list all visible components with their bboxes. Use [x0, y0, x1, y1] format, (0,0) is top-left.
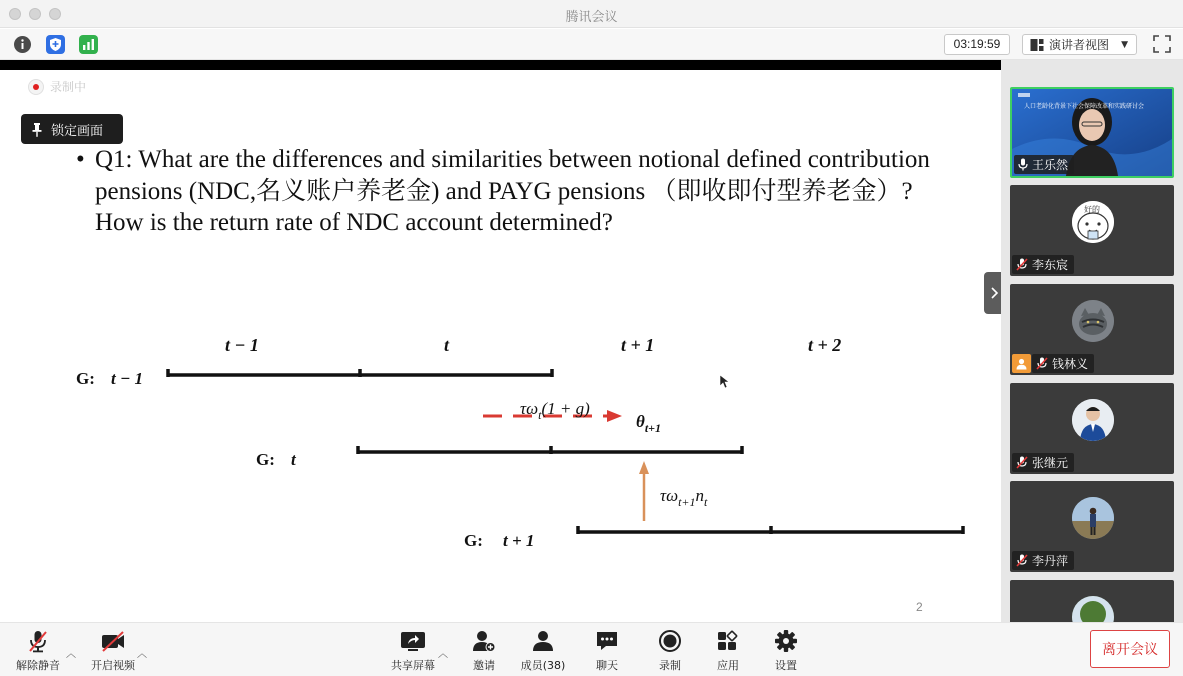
- gen-label-g1: G:: [76, 369, 95, 388]
- gen-label-g1-value: t − 1: [111, 369, 144, 388]
- mic-muted-icon: [1016, 456, 1028, 469]
- timeline-g-t-plus-1: [578, 526, 963, 534]
- participant-name-tag: [1014, 155, 1074, 174]
- participant-name-tag: [1012, 453, 1074, 472]
- period-label-t-minus-1: t − 1: [225, 335, 259, 355]
- view-mode-dropdown[interactable]: [1022, 34, 1137, 55]
- participant-name: 李东宸: [1032, 258, 1069, 272]
- participant-tile[interactable]: [1010, 580, 1174, 622]
- participant-name-tag: [1012, 255, 1074, 274]
- chevron-up-icon[interactable]: ︿: [137, 649, 147, 660]
- participant-tile[interactable]: [1010, 383, 1174, 474]
- arrow-label-red: $\tau\omega_t(1 + g)$: [520, 399, 590, 422]
- start-video-button[interactable]: [81, 629, 145, 673]
- participant-tile[interactable]: [1010, 481, 1174, 572]
- mic-muted-icon: [1016, 258, 1028, 271]
- gen-label-g2-value: t: [291, 450, 296, 469]
- settings-button[interactable]: [754, 629, 818, 673]
- members-button[interactable]: [511, 629, 575, 673]
- apps-icon: [715, 629, 741, 653]
- start-video-label: 开启视频: [91, 659, 135, 672]
- chevron-right-icon: [989, 286, 999, 300]
- info-icon: [13, 35, 32, 54]
- timeline-g-t: [358, 446, 742, 454]
- chat-button[interactable]: [575, 629, 639, 673]
- question-text: Q1: What are the differences and similarities between notional defined contribution pensions (NDC,名义账户养老金) and PAYG pensions （即收即付型养老金）? How is the return rate of NDC account determined?: [95, 146, 930, 236]
- title-bar: [0, 0, 1183, 28]
- participant-name-tag: [1012, 551, 1074, 570]
- participant-name-tag: [1032, 354, 1094, 373]
- mouse-cursor: [720, 375, 729, 388]
- avatar: [1072, 497, 1114, 539]
- lock-view-label: 锁定画面: [51, 123, 104, 139]
- top-toolbar: [0, 29, 1183, 60]
- unmute-label: 解除静音: [16, 659, 60, 672]
- window-title: 腾讯会议: [565, 10, 618, 25]
- layout-icon: [1030, 38, 1044, 52]
- orange-up-arrow: [639, 461, 649, 521]
- record-label: 录制: [659, 659, 681, 672]
- gen-label-g3: G:: [464, 531, 483, 550]
- avatar: [1072, 399, 1114, 441]
- period-label-t-plus-2: t + 2: [808, 335, 842, 355]
- record-button[interactable]: [638, 629, 702, 673]
- chat-icon: [594, 629, 620, 653]
- participants-panel: [1001, 60, 1183, 622]
- share-screen-label: 共享屏幕: [391, 659, 435, 672]
- recording-label: 录制中: [50, 80, 87, 94]
- avatar: [1072, 596, 1114, 622]
- mic-muted-icon: [1016, 554, 1028, 567]
- chevron-up-icon[interactable]: ︿: [438, 649, 448, 660]
- info-button[interactable]: [13, 35, 32, 54]
- host-badge-icon: [1012, 354, 1031, 373]
- bullet-mark: •: [76, 146, 85, 173]
- mic-muted-icon: [26, 629, 50, 653]
- members-label: 成员(38): [520, 659, 566, 672]
- view-mode-label: 演讲者视图: [1049, 38, 1110, 52]
- add-person-icon: [471, 629, 497, 653]
- invite-button[interactable]: [452, 629, 516, 673]
- gen-label-g2: G:: [256, 450, 275, 469]
- camera-off-icon: [100, 629, 126, 653]
- participant-name: 钱林义: [1052, 357, 1089, 371]
- participant-tile[interactable]: [1010, 284, 1174, 375]
- network-status-button[interactable]: [79, 35, 98, 54]
- leave-meeting-button[interactable]: 离开会议: [1090, 630, 1170, 668]
- participant-name: 王乐然: [1032, 158, 1069, 172]
- chevron-up-icon[interactable]: ︿: [66, 649, 76, 660]
- record-icon: [657, 629, 683, 653]
- security-button[interactable]: [46, 35, 65, 54]
- signal-bars-icon: [79, 35, 98, 54]
- chevron-down-icon: ▼: [1121, 39, 1128, 50]
- person-photo-avatar-icon: [1072, 399, 1114, 441]
- shared-screen: [0, 60, 1001, 622]
- chat-label: 聊天: [596, 659, 618, 672]
- settings-label: 设置: [775, 659, 797, 672]
- meeting-controls: [0, 622, 1183, 676]
- generations-diagram: [0, 60, 1001, 622]
- apps-label: 应用: [717, 659, 739, 672]
- avatar: [1072, 201, 1114, 243]
- arrow-label-orange: $\tau\omega_{t+1}n_t$: [660, 486, 708, 509]
- slide-page-number: 2: [916, 600, 923, 614]
- landscape-photo-avatar-icon: [1072, 497, 1114, 539]
- cat-photo-avatar-icon: [1072, 300, 1114, 342]
- share-screen-icon: [400, 629, 426, 653]
- mic-muted-icon: [1036, 357, 1048, 370]
- cartoon-avatar-icon: [1072, 201, 1114, 243]
- mic-on-icon: [1018, 158, 1028, 171]
- apps-button[interactable]: [696, 629, 760, 673]
- participant-tile[interactable]: [1010, 87, 1174, 178]
- shield-icon: [46, 35, 65, 54]
- period-label-t-plus-1: t + 1: [621, 335, 655, 355]
- participant-name: 张继元: [1032, 456, 1069, 470]
- meeting-timer: 03:19:59: [944, 34, 1010, 55]
- svg-text:好的: 好的: [1084, 205, 1100, 214]
- gen-label-g3-value: t + 1: [503, 531, 535, 550]
- gear-icon: [773, 629, 799, 653]
- participant-name: 李丹萍: [1032, 554, 1069, 568]
- unmute-button[interactable]: [6, 629, 70, 673]
- fullscreen-icon[interactable]: [1153, 35, 1171, 53]
- theta-label: $\theta_{t+1}$: [636, 412, 661, 435]
- period-label-t: t: [444, 335, 450, 355]
- tree-photo-avatar-icon: [1072, 596, 1114, 622]
- share-screen-button[interactable]: [381, 629, 445, 673]
- participant-tile[interactable]: [1010, 185, 1174, 276]
- meeting-banner-text: 人口老龄化背景下社会保障改革和实践研讨会: [1024, 103, 1145, 110]
- invite-label: 邀请: [473, 659, 495, 672]
- avatar: [1072, 300, 1114, 342]
- timeline-g-t-minus-1: [168, 369, 552, 377]
- members-icon: [530, 629, 556, 653]
